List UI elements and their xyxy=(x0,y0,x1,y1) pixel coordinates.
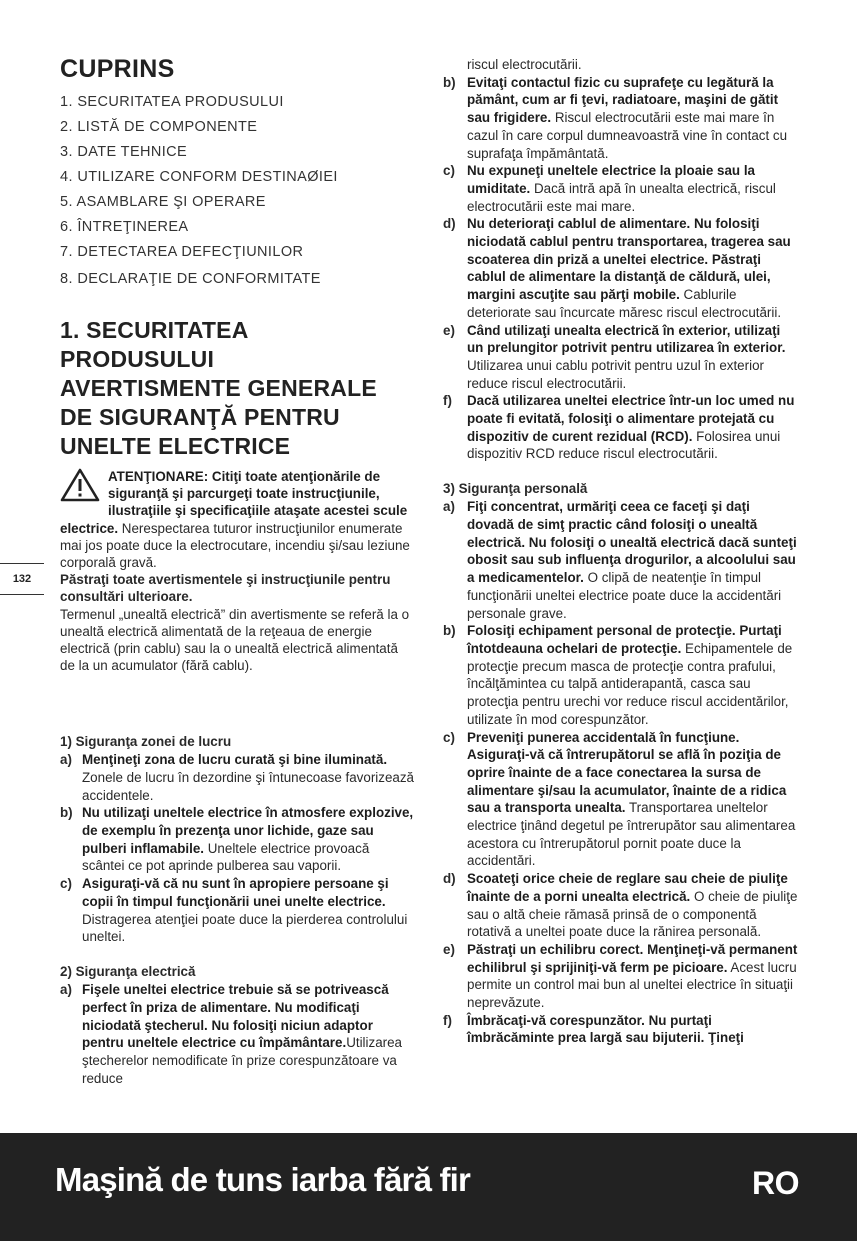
list-item xyxy=(443,1012,800,1047)
section-title-line: PRODUSULUI xyxy=(60,346,215,372)
item-text: Riscul electrocutării este mai mare în cazul în care corpul dumneavoastră vine în contact cu suprafaţa împământată. xyxy=(467,110,788,161)
item-letter: e) xyxy=(443,322,455,338)
item-letter: b) xyxy=(443,623,456,639)
electrical-list-left xyxy=(60,981,415,1087)
list-item xyxy=(443,729,800,871)
work-area-heading: 1) Siguranţa zonei de lucru xyxy=(60,734,232,749)
item-text: O cheie de piuliţe sau o altă cheie rămasă prinsă de o componentă rotativă a uneltei poate duce la rănirea personală. xyxy=(467,888,798,940)
item-letter: b) xyxy=(443,74,456,90)
table-of-contents xyxy=(60,90,338,292)
section-title-line: 1. SECURITATEA xyxy=(60,317,249,343)
item-text: Distragerea atenţiei poate duce la pierderea controlului uneltei. xyxy=(82,911,408,945)
warning-normal: Nerespectarea tuturor instrucţiunilor enumerate mai jos poate duce la electrocutare, incendiu şi/sau leziune corporală gravă. xyxy=(60,520,410,571)
warning-block xyxy=(60,468,415,674)
item-bold: Nu deterioraţi cablul de alimentare. Nu folosiţi niciodată cablul pentru transportarea, tragerea sau scoaterea din priză a uneltei electrice. Păstraţi cablul de alimentare la distanţă de căldură, ulei, margini ascuţite sau părţi mobile. xyxy=(467,216,791,303)
section-title-line: UNELTE ELECTRICE xyxy=(60,433,291,459)
item-bold: Îmbrăcaţi-vă corespunzător. Nu purtaţi îmbrăcăminte prea largă sau bijuterii. Ţineţi xyxy=(467,1012,744,1046)
toc-item: 5. ASAMBLARE ŞI OPERARE xyxy=(60,194,266,210)
personal-heading: 3) Siguranţa personală xyxy=(443,481,588,497)
list-item xyxy=(60,981,415,1087)
item-text: Dacă intră apă în unealta electrică, riscul electrocutării este mai mare. xyxy=(467,180,776,214)
item-text: Utilizarea unui cablu potrivit pentru uzul în exterior reduce riscul electrocutării. xyxy=(467,357,764,391)
toc-item: 7. DETECTAREA DEFECŢIUNILOR xyxy=(60,244,304,260)
list-item xyxy=(443,941,800,1012)
warning-bold: ATENŢIONARE: Citiţi toate atenţionările de siguranţă şi parcurgeţi toate instrucţiunile, ilustraţiile şi specificaţiile ataşate acestei scule electrice. xyxy=(60,469,408,536)
keep-instructions: Păstraţi toate avertismentele şi instrucţiunile pentru consultări ulterioare. xyxy=(60,572,391,605)
item-letter: c) xyxy=(443,729,455,745)
item-text: O clipă de neatenţie în timpul funcţionării uneltei electrice poate duce la accidentări personale grave. xyxy=(467,570,782,621)
footer-bar xyxy=(0,1133,857,1241)
item-letter: f) xyxy=(443,1012,452,1028)
list-item xyxy=(443,215,800,321)
list-item xyxy=(60,751,415,804)
toc-heading: CUPRINS xyxy=(60,55,175,83)
toc-item: 1. SECURITATEA PRODUSULUI xyxy=(60,94,284,110)
list-item xyxy=(443,74,800,163)
personal-list xyxy=(443,498,800,1047)
item-bold: Fişele uneltei electrice trebuie să se potrivească perfect în priza de alimentare. Nu modificaţi niciodată ştecherul. Nu folosiţi niciun adaptor pentru uneltele electrice cu împământare. xyxy=(82,982,389,1051)
right-text xyxy=(443,56,800,1047)
language-code: RO xyxy=(752,1165,799,1201)
item-text: Acest lucru permite un control mai bun al uneltei electrice în situaţii neprevăzute. xyxy=(467,959,797,1011)
item-letter: c) xyxy=(60,876,72,892)
item-letter: a) xyxy=(60,982,72,998)
list-item xyxy=(443,162,800,215)
item-bold: Folosiţi echipament personal de protecţie. Purtaţi întotdeauna ochelari de protecţie. xyxy=(467,623,782,656)
left-lists xyxy=(60,733,415,1087)
warning-text xyxy=(60,468,415,571)
item-letter: d) xyxy=(443,216,456,232)
item-letter: e) xyxy=(443,941,455,957)
item-text: Folosirea unui dispozitiv RCD reduce riscul electrocutării. xyxy=(467,428,781,462)
item-letter: c) xyxy=(443,163,455,179)
item-bold: Asiguraţi-vă că nu sunt în apropiere persoane şi copii în timpul funcţionării unei unelte electrice. xyxy=(82,876,389,909)
item-bold: Nu utilizaţi uneltele electrice în atmosfere explozive, de exemplu în prezenţa unor lichide, gaze sau pulberi inflamabile. xyxy=(82,805,414,856)
list-item xyxy=(443,498,800,622)
item-bold: Fiţi concentrat, urmăriţi ceea ce faceţi şi daţi dovadă de simţ practic când folosiţi o unealtă electrică. Nu folosiţi o unealtă electrică dacă sunteţi obosit sau sub influenţa drogurilor, a alcoolului sau a medicamentelor. xyxy=(467,499,797,586)
list-item xyxy=(443,870,800,941)
section-title-line: AVERTISMENTE GENERALE xyxy=(60,375,377,401)
electrical-heading: 2) Siguranţa electrică xyxy=(60,963,196,979)
section-title xyxy=(60,316,377,461)
item-bold: Preveniţi punerea accidentală în funcţiune. Asiguraţi-vă că întrerupătorul se află în poziţia de oprire înainte de a face conectarea la sursa de alimentare şi/sau la acumulator, înainte de a ridica sau a transporta unealta. xyxy=(467,729,787,816)
work-area-list xyxy=(60,751,415,946)
toc-item: 4. UTILIZARE CONFORM DESTINAØIEI xyxy=(60,169,338,185)
item-bold: Menţineţi zona de lucru curată şi bine iluminată. xyxy=(82,752,388,768)
product-title: Maşină de tuns iarba fără fir xyxy=(55,1161,471,1198)
toc-item: 8. DECLARAŢIE DE CONFORMITATE xyxy=(60,271,321,287)
item-bold: Scoateţi orice cheie de reglare sau cheie de piuliţe înainte de a porni unealta electrică. xyxy=(467,871,788,904)
item-text: Uneltele electrice provoacă scântei ce pot aprinde pulberea sau vaporii. xyxy=(82,840,370,874)
list-item xyxy=(443,322,800,393)
item-text: Echipamentele de protecţie precum masca de protecţie contra prafului, încălţămintea cu talpă antiderapantă, casca sau protecţia pentru urechi vor reduce riscul accidentărilor, utilizate în mod corespunzător. xyxy=(467,641,793,727)
item-text: Cablurile deteriorate sau încurcate măresc riscul electrocutării. xyxy=(467,287,782,320)
item-bold: Când utilizaţi unealta electrică în exterior, utilizaţi un prelungitor potrivit pentru utilizarea în exterior. xyxy=(467,322,786,356)
electrical-list-right xyxy=(443,74,800,463)
item-letter: d) xyxy=(443,871,456,887)
item-bold: Păstraţi un echilibru corect. Menţineţi-vă permanent echilibrul şi sprijiniţi-vă ferm pe picioare. xyxy=(467,941,798,975)
list-item xyxy=(60,875,415,946)
warning-triangle-icon xyxy=(60,468,100,502)
definition-text: Termenul „unealtă electrică” din avertismente se referă la o unealtă electrică alimentată de la reţeaua de energie electrică (prin cablu) sau la o unealtă electrică alimentată de la un acumulator (fără cablu). xyxy=(60,606,410,674)
item-bold: Nu expuneţi uneltele electrice la ploaie sau la umiditate. xyxy=(467,163,756,196)
list-item xyxy=(443,392,800,463)
item-text: Utilizarea ştecherelor nemodificate în prize corespunzătoare va reduce xyxy=(82,1035,402,1086)
item-letter: f) xyxy=(443,393,452,409)
list-item xyxy=(60,804,415,875)
page-number: 132 xyxy=(0,563,44,595)
item-bold: Evitaţi contactul fizic cu suprafeţe cu legătură la pământ, cum ar fi ţevi, radiatoare, maşini de gătit sau frigidere. xyxy=(467,74,779,126)
item-bold: Dacă utilizarea uneltei electrice într-un loc umed nu poate fi evitată, folosiţi o alimentare protejată cu dispozitiv de curent rezidual (RCD). xyxy=(467,393,795,444)
item-letter: a) xyxy=(443,499,455,515)
item-text: Transportarea uneltelor electrice ţinând degetul pe întrerupător sau alimentarea acestora cu întrerupătorul pornit poate duce la accidentări. xyxy=(467,800,796,869)
item-text: Zonele de lucru în dezordine şi întunecoase favorizează accidentele. xyxy=(82,769,414,803)
toc-item: 6. ÎNTREŢINEREA xyxy=(60,219,189,235)
item-letter: b) xyxy=(60,805,73,821)
continuation-text: riscul electrocutării. xyxy=(467,57,582,72)
list-item xyxy=(443,622,800,728)
toc-item: 2. LISTĂ DE COMPONENTE xyxy=(60,119,258,135)
toc-item: 3. DATE TEHNICE xyxy=(60,144,188,160)
section-title-line: DE SIGURANŢĂ PENTRU xyxy=(60,404,340,430)
item-letter: a) xyxy=(60,752,72,768)
